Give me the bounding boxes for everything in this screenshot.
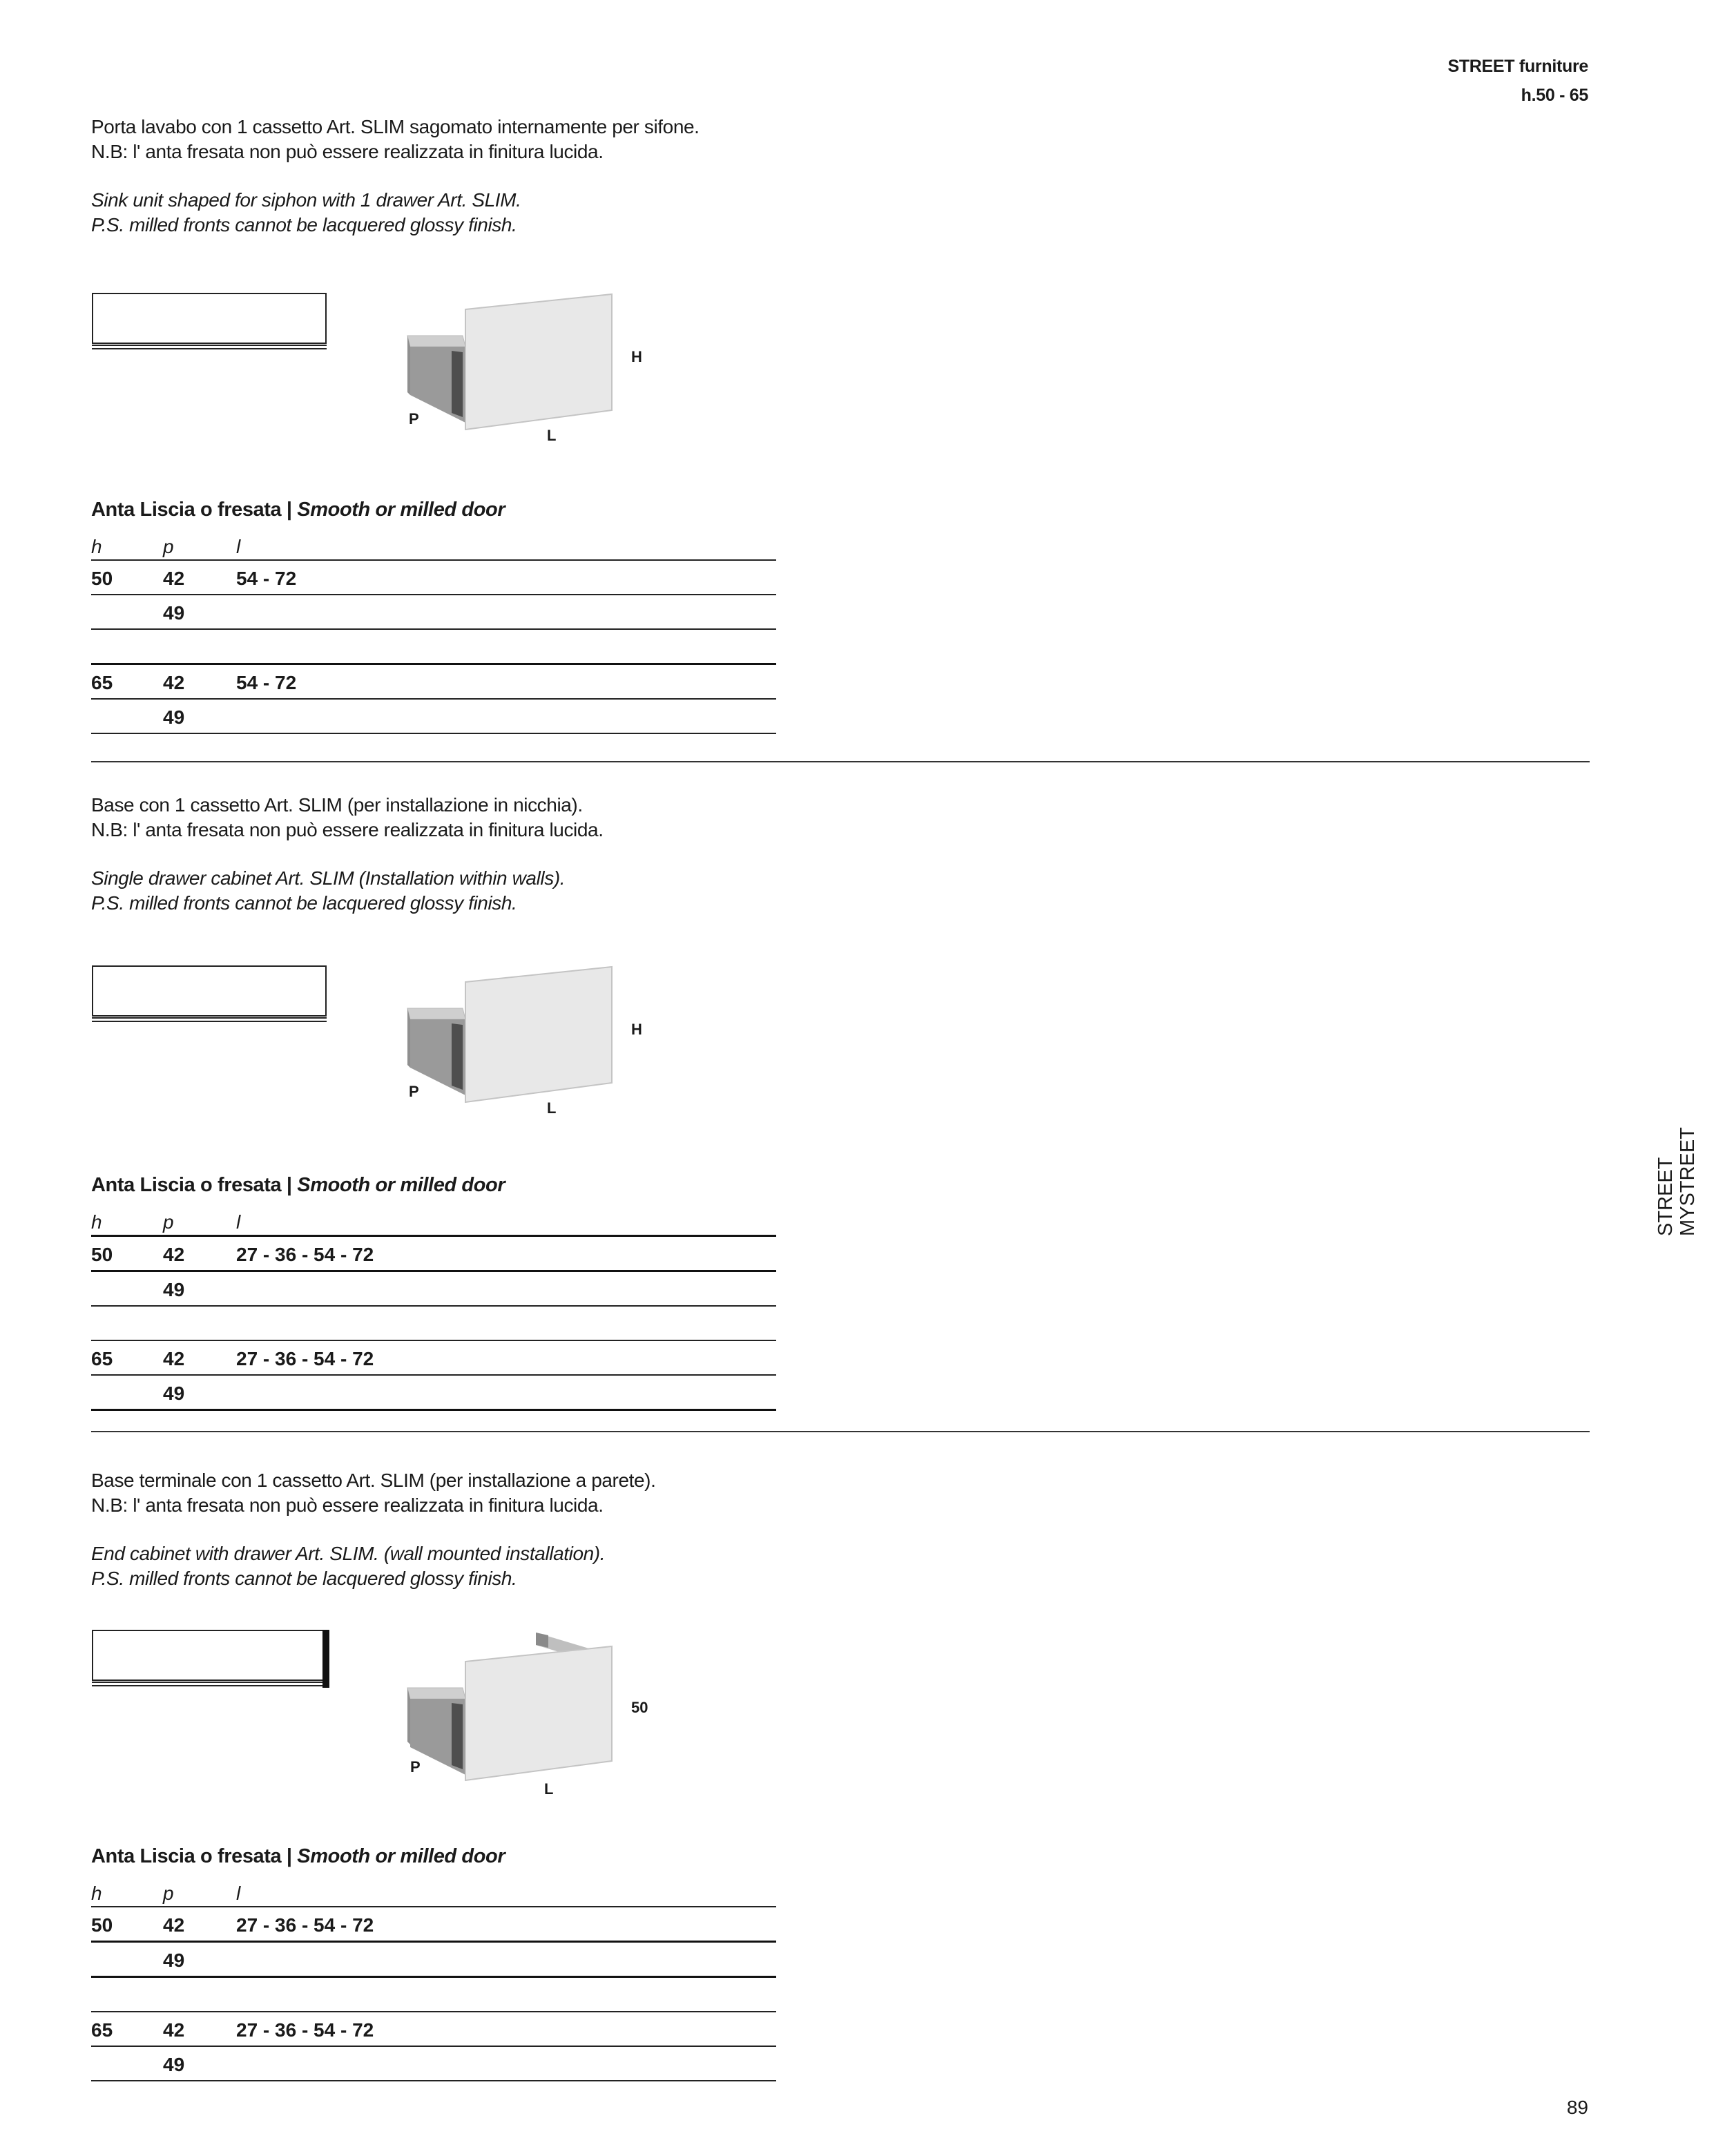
table-row bbox=[91, 1305, 776, 1340]
section-3-plan-view bbox=[92, 1630, 327, 1686]
section-1-description-it bbox=[91, 115, 700, 164]
table-row bbox=[91, 628, 776, 663]
desc-line: P.S. milled fronts cannot be lacquered glossy finish. bbox=[91, 214, 517, 235]
col-header-p: p bbox=[163, 536, 174, 557]
section-1-cabinet-drawing bbox=[401, 289, 663, 454]
header-heights: h.50 - 65 bbox=[1521, 86, 1588, 105]
section-3-cabinet-drawing bbox=[401, 1627, 663, 1793]
table-row bbox=[91, 1941, 776, 1976]
table-title-it: Anta Liscia o fresata bbox=[91, 1845, 282, 1867]
desc-line: P.S. milled fronts cannot be lacquered glossy finish. bbox=[91, 892, 517, 914]
desc-line: End cabinet with drawer Art. SLIM. (wall mounted installation). bbox=[91, 1543, 606, 1564]
header-brand: STREET furniture bbox=[1447, 57, 1588, 76]
table-row bbox=[91, 2046, 776, 2081]
plan-line bbox=[92, 1682, 327, 1683]
section-3-description-en bbox=[91, 1541, 605, 1591]
dim-height-label: H bbox=[631, 1021, 642, 1038]
cell-p: 42 bbox=[163, 1244, 185, 1265]
plan-end-panel bbox=[322, 1630, 329, 1688]
table-row bbox=[91, 1374, 776, 1411]
desc-line: N.B: l' anta fresata non può essere realizzata in finitura lucida. bbox=[91, 819, 604, 840]
plan-line bbox=[92, 1685, 327, 1686]
col-header-l: l bbox=[236, 1883, 241, 1904]
desc-line: Base con 1 cassetto Art. SLIM (per installazione in nicchia). bbox=[91, 794, 583, 816]
cell-h: 65 bbox=[91, 2019, 113, 2041]
plan-outline bbox=[92, 293, 327, 344]
desc-line: P.S. milled fronts cannot be lacquered glossy finish. bbox=[91, 1568, 517, 1589]
side-label-line: MYSTREET bbox=[1677, 1127, 1699, 1236]
col-header-h: h bbox=[91, 1211, 102, 1233]
table-title-separator: | bbox=[281, 1174, 298, 1196]
dim-depth-label: P bbox=[409, 410, 419, 427]
table-header-row bbox=[91, 1873, 776, 1906]
col-header-l: l bbox=[236, 536, 241, 557]
col-header-p: p bbox=[163, 1883, 174, 1904]
section-1-dimensions-table bbox=[91, 526, 776, 734]
table-title-separator: | bbox=[281, 1845, 298, 1867]
table-title-it: Anta Liscia o fresata bbox=[91, 499, 282, 521]
cell-p: 49 bbox=[163, 1950, 185, 1971]
section-divider bbox=[91, 761, 1590, 762]
cell-p: 42 bbox=[163, 1348, 185, 1369]
table-row bbox=[91, 663, 776, 698]
col-header-l: l bbox=[236, 1211, 241, 1233]
desc-line: Porta lavabo con 1 cassetto Art. SLIM sagomato internamente per sifone. bbox=[91, 116, 700, 137]
table-title-separator: | bbox=[281, 499, 298, 521]
cell-p: 49 bbox=[163, 2054, 185, 2075]
cell-p: 42 bbox=[163, 2019, 185, 2041]
section-3-table-title bbox=[91, 1845, 505, 1868]
cell-p: 49 bbox=[163, 1279, 185, 1300]
col-header-h: h bbox=[91, 536, 102, 557]
desc-line: N.B: l' anta fresata non può essere realizzata in finitura lucida. bbox=[91, 141, 604, 162]
section-3-dimensions-table bbox=[91, 1873, 776, 2081]
side-label-text bbox=[1655, 1127, 1699, 1236]
plan-outline bbox=[92, 1630, 327, 1681]
table-title-it: Anta Liscia o fresata bbox=[91, 1174, 282, 1196]
col-header-p: p bbox=[163, 1211, 174, 1233]
cell-p: 42 bbox=[163, 1914, 185, 1936]
dim-depth-label: P bbox=[409, 1083, 419, 1100]
cell-h: 50 bbox=[91, 1244, 113, 1265]
section-3-description-it bbox=[91, 1468, 656, 1518]
plan-line bbox=[92, 348, 327, 349]
dim-length-label: L bbox=[547, 427, 557, 444]
table-row bbox=[91, 594, 776, 628]
section-2-description-en bbox=[91, 866, 565, 916]
table-row bbox=[91, 1270, 776, 1305]
side-collection-label bbox=[1652, 1127, 1707, 1243]
plan-line bbox=[92, 1021, 327, 1022]
dim-height-label: H bbox=[631, 348, 642, 365]
table-row bbox=[91, 698, 776, 734]
table-title-en: Smooth or milled door bbox=[297, 1845, 505, 1867]
table-row bbox=[91, 559, 776, 594]
table-row bbox=[91, 1235, 776, 1270]
cell-p: 49 bbox=[163, 602, 185, 624]
dim-depth-label: P bbox=[410, 1758, 421, 1775]
section-2-table-title bbox=[91, 1174, 505, 1197]
table-header-row bbox=[91, 1202, 776, 1235]
dim-height-label: 50 bbox=[631, 1699, 648, 1716]
cell-h: 50 bbox=[91, 1914, 113, 1936]
section-2-description-it bbox=[91, 793, 604, 843]
cell-p: 49 bbox=[163, 1383, 185, 1404]
cell-p: 49 bbox=[163, 706, 185, 728]
cell-l: 27 - 36 - 54 - 72 bbox=[236, 2019, 374, 2041]
cell-h: 65 bbox=[91, 672, 113, 693]
cell-l: 54 - 72 bbox=[236, 672, 297, 693]
dim-length-label: L bbox=[544, 1780, 554, 1798]
table-row bbox=[91, 1906, 776, 1941]
table-title-en: Smooth or milled door bbox=[297, 499, 505, 521]
desc-line: Sink unit shaped for siphon with 1 drawer Art. SLIM. bbox=[91, 189, 521, 211]
section-1-description-en bbox=[91, 188, 521, 238]
page-number: 89 bbox=[1566, 2097, 1588, 2118]
cell-p: 42 bbox=[163, 672, 185, 693]
dim-length-label: L bbox=[547, 1099, 557, 1117]
desc-line: Base terminale con 1 cassetto Art. SLIM (per installazione a parete). bbox=[91, 1470, 656, 1491]
side-label-line: STREET bbox=[1655, 1157, 1677, 1236]
table-header-row bbox=[91, 526, 776, 559]
section-2-cabinet-drawing bbox=[401, 961, 663, 1127]
cell-p: 42 bbox=[163, 568, 185, 589]
section-2-plan-view bbox=[92, 965, 327, 1022]
plan-line bbox=[92, 1017, 327, 1019]
section-divider bbox=[91, 1431, 1590, 1432]
cell-l: 27 - 36 - 54 - 72 bbox=[236, 1244, 374, 1265]
col-header-h: h bbox=[91, 1883, 102, 1904]
cell-h: 50 bbox=[91, 568, 113, 589]
desc-line: Single drawer cabinet Art. SLIM (Installation within walls). bbox=[91, 867, 566, 889]
cell-h: 65 bbox=[91, 1348, 113, 1369]
table-row bbox=[91, 1340, 776, 1374]
plan-outline bbox=[92, 965, 327, 1017]
section-1-table-title bbox=[91, 499, 505, 521]
table-row bbox=[91, 1976, 776, 2011]
cell-l: 54 - 72 bbox=[236, 568, 297, 589]
cell-l: 27 - 36 - 54 - 72 bbox=[236, 1914, 374, 1936]
plan-line bbox=[92, 345, 327, 346]
cell-l: 27 - 36 - 54 - 72 bbox=[236, 1348, 374, 1369]
table-row bbox=[91, 2011, 776, 2046]
table-title-en: Smooth or milled door bbox=[297, 1174, 505, 1196]
section-1-plan-view bbox=[92, 293, 327, 349]
desc-line: N.B: l' anta fresata non può essere realizzata in finitura lucida. bbox=[91, 1494, 604, 1516]
section-2-dimensions-table bbox=[91, 1202, 776, 1411]
